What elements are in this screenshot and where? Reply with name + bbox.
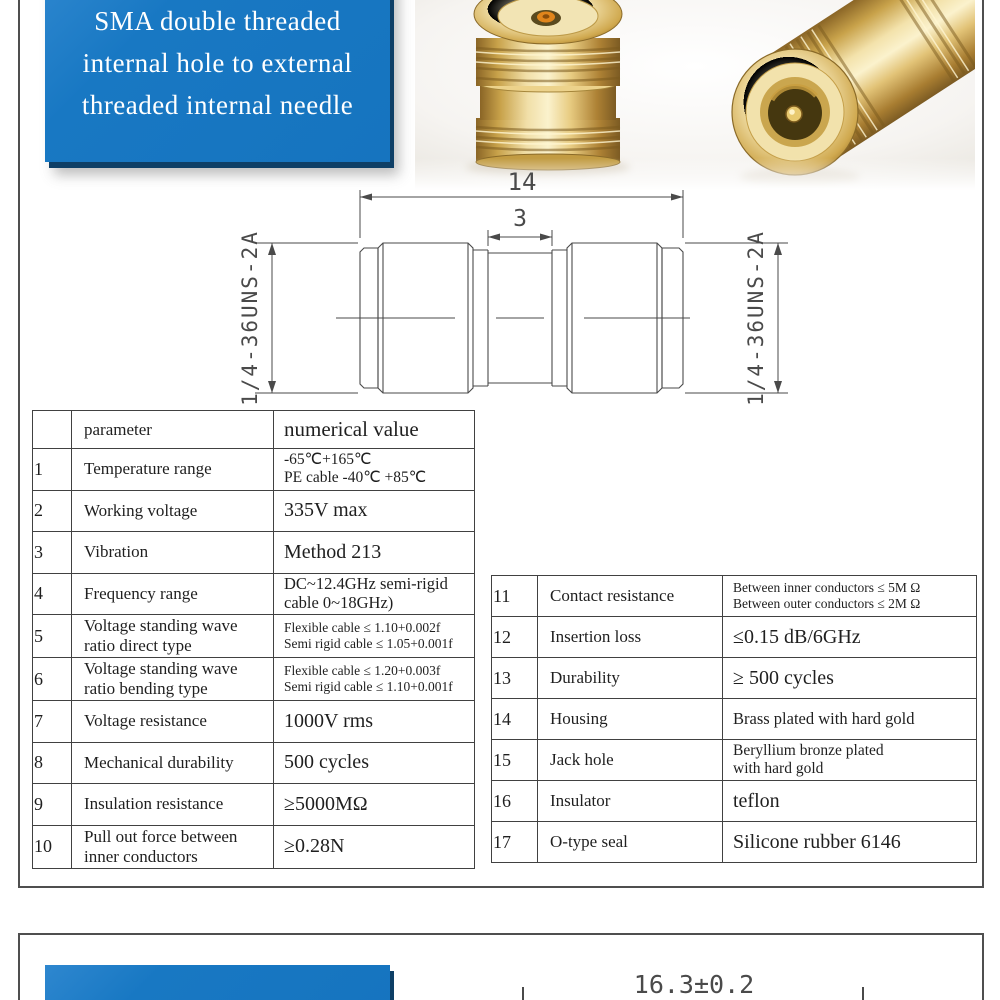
thread-spec-left-label: 1/4-36UNS-2A xyxy=(238,230,262,406)
table-row xyxy=(33,784,475,826)
param-cell: Voltage standing wave ratio direct type xyxy=(72,615,274,658)
param-cell: Vibration xyxy=(72,532,274,574)
dim-14-label: 14 xyxy=(507,168,537,196)
value-line: Beryllium bronze plated xyxy=(733,742,884,760)
param-cell: Contact resistance xyxy=(538,576,723,617)
row-num: 17 xyxy=(492,822,538,863)
technical-drawing xyxy=(230,168,800,408)
param-cell: Insertion loss xyxy=(538,617,723,658)
table-row xyxy=(492,617,977,658)
row-num: 12 xyxy=(492,617,538,658)
value-cell: Silicone rubber 6146 xyxy=(723,822,977,863)
value-line: PE cable -40℃ +85℃ xyxy=(284,469,427,487)
param-cell: Temperature range xyxy=(72,449,274,491)
row-num: 16 xyxy=(492,781,538,822)
table-row xyxy=(33,532,475,574)
value-line: -65℃+165℃ xyxy=(284,451,372,469)
header-num-cell xyxy=(33,411,72,449)
value-cell xyxy=(723,576,977,617)
value-line: Between inner conductors ≤ 5M Ω xyxy=(733,580,921,596)
row-num: 6 xyxy=(33,658,72,701)
banner-line-1: SMA double threaded xyxy=(94,6,341,36)
value-cell: 500 cycles xyxy=(274,742,475,784)
row-num: 13 xyxy=(492,658,538,699)
spec-table-left xyxy=(32,410,475,869)
value-cell: ≥0.28N xyxy=(274,825,475,868)
left-connector-photo xyxy=(466,0,630,177)
drawing-outline xyxy=(336,243,690,393)
row-num: 2 xyxy=(33,490,72,532)
table-row xyxy=(33,742,475,784)
header-param-cell: parameter xyxy=(72,411,274,449)
param-cell: Insulator xyxy=(538,781,723,822)
value-cell xyxy=(274,658,475,701)
param-cell: Durability xyxy=(538,658,723,699)
param-cell: Working voltage xyxy=(72,490,274,532)
row-num: 11 xyxy=(492,576,538,617)
param-cell: Voltage resistance xyxy=(72,701,274,743)
param-cell: Housing xyxy=(538,699,723,740)
value-line: DC~12.4GHz semi-rigid xyxy=(284,573,448,593)
row-num: 3 xyxy=(33,532,72,574)
value-line: Flexible cable ≤ 1.20+0.003f xyxy=(284,663,441,679)
value-cell: 335V max xyxy=(274,490,475,532)
value-line: with hard gold xyxy=(733,760,824,777)
param-cell: Pull out force between inner conductors xyxy=(72,825,274,868)
table-row xyxy=(492,699,977,740)
value-cell xyxy=(274,573,475,615)
value-line: Semi rigid cable ≤ 1.10+0.001f xyxy=(284,679,453,694)
table-row xyxy=(492,658,977,699)
row-num: 5 xyxy=(33,615,72,658)
table-row xyxy=(33,825,475,868)
dim-3-label: 3 xyxy=(513,206,527,232)
table-row xyxy=(492,781,977,822)
thread-spec-right-label: 1/4-36UNS-2A xyxy=(744,230,768,406)
header-value-cell: numerical value xyxy=(274,411,475,449)
table-row xyxy=(33,490,475,532)
table-row xyxy=(492,822,977,863)
dim-16-label: 16.3±0.2 xyxy=(633,970,755,999)
row-num: 9 xyxy=(33,784,72,826)
banner-line-2: internal hole to external xyxy=(82,48,353,78)
row-num: 4 xyxy=(33,573,72,615)
value-line: Semi rigid cable ≤ 1.05+0.001f xyxy=(284,636,453,651)
value-cell: Brass plated with hard gold xyxy=(723,699,977,740)
bottom-title-banner xyxy=(45,965,390,1000)
value-cell: teflon xyxy=(723,781,977,822)
dim-extension-tick-right xyxy=(862,987,864,1000)
table-row xyxy=(492,740,977,781)
value-cell: ≤0.15 dB/6GHz xyxy=(723,617,977,658)
value-cell xyxy=(274,449,475,491)
row-num: 10 xyxy=(33,825,72,868)
param-cell: Mechanical durability xyxy=(72,742,274,784)
row-num: 14 xyxy=(492,699,538,740)
title-banner xyxy=(45,0,390,162)
dim-extension-tick-left xyxy=(522,987,524,1000)
table-row xyxy=(33,701,475,743)
table-row xyxy=(33,615,475,658)
value-cell xyxy=(723,740,977,781)
param-cell: Voltage standing wave ratio bending type xyxy=(72,658,274,701)
table-row xyxy=(33,573,475,615)
table-row xyxy=(33,658,475,701)
banner-line-3: threaded internal needle xyxy=(81,90,354,120)
row-num: 1 xyxy=(33,449,72,491)
row-num: 8 xyxy=(33,742,72,784)
value-cell xyxy=(274,615,475,658)
row-num: 15 xyxy=(492,740,538,781)
value-line: Flexible cable ≤ 1.10+0.002f xyxy=(284,620,441,636)
value-cell: Method 213 xyxy=(274,532,475,574)
value-cell: 1000V rms xyxy=(274,701,475,743)
spec-table-right xyxy=(491,575,977,863)
table-header-row xyxy=(33,411,475,449)
param-cell: Frequency range xyxy=(72,573,274,615)
value-line: Between outer conductors ≤ 2M Ω xyxy=(733,596,921,611)
param-cell: Insulation resistance xyxy=(72,784,274,826)
product-photo xyxy=(415,0,975,190)
param-cell: O-type seal xyxy=(538,822,723,863)
row-num: 7 xyxy=(33,701,72,743)
value-cell: ≥5000MΩ xyxy=(274,784,475,826)
value-line: cable 0~18GHz) xyxy=(284,592,394,612)
param-cell: Jack hole xyxy=(538,740,723,781)
table-row xyxy=(33,449,475,491)
center-pin xyxy=(786,106,802,122)
table-row xyxy=(492,576,977,617)
value-cell: ≥ 500 cycles xyxy=(723,658,977,699)
